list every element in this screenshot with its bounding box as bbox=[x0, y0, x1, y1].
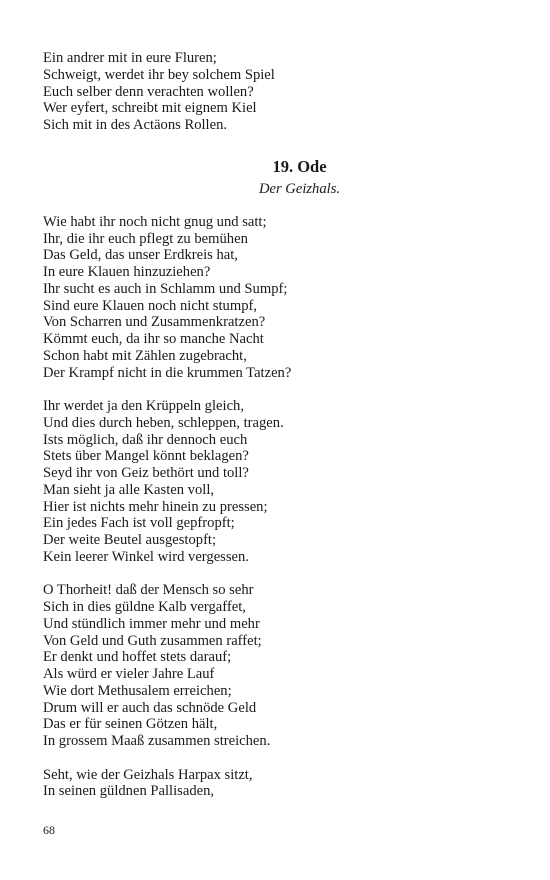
verse-line: In eure Klauen hinzuziehen? bbox=[43, 264, 211, 280]
verse-line: Ein jedes Fach ist voll gepfropft; bbox=[43, 515, 235, 532]
stanza-2 bbox=[43, 398, 513, 566]
verse-line: Von Scharren und Zusammenkratzen? bbox=[43, 314, 266, 331]
verse-line: Wer eyfert, schreibt mit eignem Kiel bbox=[43, 100, 257, 117]
verse-line: Sich mit in des Actäons Rollen. bbox=[43, 117, 228, 133]
page-body bbox=[43, 50, 513, 800]
verse-line: Ists möglich, daß ihr dennoch euch bbox=[43, 431, 248, 448]
verse-line: Das er für seinen Götzen hält, bbox=[43, 716, 218, 733]
verse-line: Wie dort Methusalem erreichen; bbox=[43, 682, 232, 699]
verse-line: Und dies durch heben, schleppen, tragen. bbox=[43, 414, 284, 431]
verse-line: In grossem Maaß zusammen streichen. bbox=[43, 733, 271, 749]
verse-line: Von Geld und Guth zusammen raffet; bbox=[43, 632, 262, 649]
spacer bbox=[43, 381, 513, 398]
verse-line: Schweigt, werdet ihr bey solchem Spiel bbox=[43, 66, 275, 83]
verse-line: Das Geld, das unser Erdkreis hat, bbox=[43, 247, 238, 264]
spacer bbox=[43, 134, 513, 157]
spacer bbox=[43, 198, 513, 214]
poem-subtitle: Der Geizhals. bbox=[258, 180, 341, 197]
verse-line: In seinen güldnen Pallisaden, bbox=[43, 783, 215, 800]
verse-line: Man sieht ja alle Kasten voll, bbox=[43, 481, 215, 498]
spacer bbox=[43, 750, 513, 767]
verse-line: Sind eure Klauen noch nicht stumpf, bbox=[43, 297, 257, 314]
verse-line: O Thorheit! daß der Mensch so sehr bbox=[43, 582, 254, 599]
verse-line: Kein leerer Winkel wird vergessen. bbox=[43, 548, 249, 565]
stanza-3 bbox=[43, 582, 513, 750]
verse-line: Er denkt und hoffet stets darauf; bbox=[43, 649, 232, 666]
verse-line: Sich in dies güldne Kalb vergaffet, bbox=[43, 599, 246, 615]
verse-line: Der Krampf nicht in die krummen Tatzen? bbox=[43, 364, 292, 381]
verse-line: Hier ist nichts mehr hinein zu pressen; bbox=[43, 498, 268, 515]
stanza-4 bbox=[43, 767, 513, 801]
verse-line: Wie habt ihr noch nicht gnug und satt; bbox=[43, 213, 267, 230]
verse-line: Kömmt euch, da ihr so manche Nacht bbox=[43, 331, 264, 347]
spacer bbox=[43, 566, 513, 583]
poem-heading: 19. Ode bbox=[272, 156, 327, 176]
verse-line: Stets über Mangel könnt beklagen? bbox=[43, 448, 249, 465]
verse-line: Euch selber denn verachten wollen? bbox=[43, 83, 254, 100]
verse-line: Ihr werdet ja den Krüppeln gleich, bbox=[43, 398, 244, 414]
verse-line: Als würd er vieler Jahre Lauf bbox=[43, 666, 215, 682]
verse-line: Drum will er auch das schnöde Geld bbox=[43, 699, 257, 716]
verse-line: Ein andrer mit in eure Fluren; bbox=[43, 50, 217, 66]
page-number: 68 bbox=[43, 823, 55, 837]
verse-line: Ihr sucht es auch in Schlamm und Sumpf; bbox=[43, 280, 288, 297]
intro-stanza bbox=[43, 50, 513, 134]
verse-line: Schon habt mit Zählen zugebracht, bbox=[43, 347, 247, 364]
verse-line: Der weite Beutel ausgestopft; bbox=[43, 532, 217, 548]
verse-line: Ihr, die ihr euch pflegt zu bemühen bbox=[43, 230, 248, 247]
verse-line: Und stündlich immer mehr und mehr bbox=[43, 615, 260, 632]
stanza-1 bbox=[43, 214, 513, 382]
verse-line: Seht, wie der Geizhals Harpax sitzt, bbox=[43, 766, 253, 783]
verse-line: Seyd ihr von Geiz bethört und toll? bbox=[43, 465, 249, 481]
